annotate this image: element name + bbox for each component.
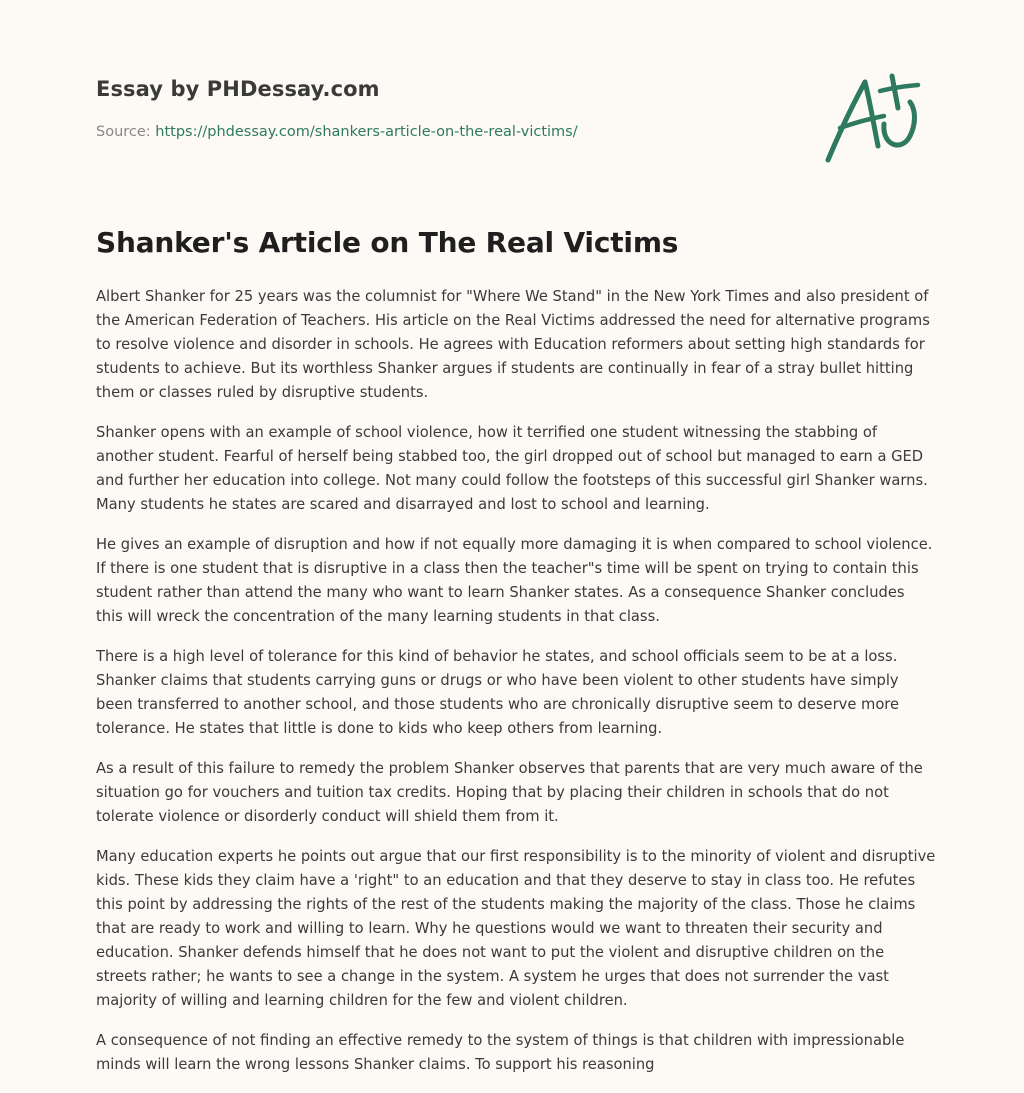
source-line <box>96 124 578 140</box>
paragraph: As a result of this failure to remedy the problem Shanker observes that parents that are very much aware of the situation go for vouchers and tuition tax credits. Hoping that by placing their children in schools that do not tolerate violence or disorderly conduct will shield them from it. <box>96 760 923 825</box>
essay-title: Shanker's Article on The Real Victims <box>96 226 679 259</box>
essay-body <box>96 285 936 1093</box>
a-plus-grade-logo <box>818 66 930 168</box>
paragraph: A consequence of not finding an effective remedy to the system of things is that children with impressionable minds will learn the wrong lessons Shanker claims. To support his reasoning <box>96 1032 905 1073</box>
paragraph: Many education experts he points out argue that our first responsibility is to the minority of violent and disruptive kids. These kids they claim have a 'right" to an education and that they deserve to stay in class too. He refutes this point by addressing the rights of the rest of the students making the majority of the class. Those he claims that are ready to work and willing to learn. Why he questions would we want to threaten their security and education. Shanker defends himself that he does not want to put the violent and disruptive children on the streets rather; he wants to see a change in the system. A system he urges that does not surrender the vast majority of willing and learning children for the few and violent children. <box>96 848 936 1009</box>
source-label: Source: <box>96 124 156 140</box>
site-title: Essay by PHDessay.com <box>96 77 380 101</box>
paragraph: Shanker opens with an example of school violence, how it terrified one student witnessing the stabbing of another student. Fearful of herself being stabbed too, the girl dropped out of school but managed to earn a GED and further her education into college. Not many could follow the footsteps of this successful girl Shanker warns. Many students he states are scared and disarrayed and lost to school and learning. <box>96 424 928 513</box>
paragraph: He gives an example of disruption and how if not equally more damaging it is when compared to school violence. If there is one student that is disruptive in a class then the teacher"s time will be spent on trying to contain this student rather than attend the many who want to learn Shanker states. As a consequence Shanker concludes this will wreck the concentration of the many learning students in that class. <box>96 536 933 625</box>
paragraph: There is a high level of tolerance for this kind of behavior he states, and school officials seem to be at a loss. Shanker claims that students carrying guns or drugs or who have been violent to other students have simply been transferred to another school, and those students who are chronically disruptive seem to deserve more tolerance. He states that little is done to kids who keep others from learning. <box>96 648 900 737</box>
paragraph: Albert Shanker for 25 years was the columnist for "Where We Stand" in the New York Times and also president of the American Federation of Teachers. His article on the Real Victims addressed the need for alternative programs to resolve violence and disorder in schools. He agrees with Education reformers about setting high standards for students to achieve. But its worthless Shanker argues if students are continually in fear of a stray bullet hitting them or classes ruled by disruptive students. <box>96 288 930 401</box>
source-link[interactable]: https://phdessay.com/shankers-article-on-the-real-victims/ <box>155 124 578 140</box>
